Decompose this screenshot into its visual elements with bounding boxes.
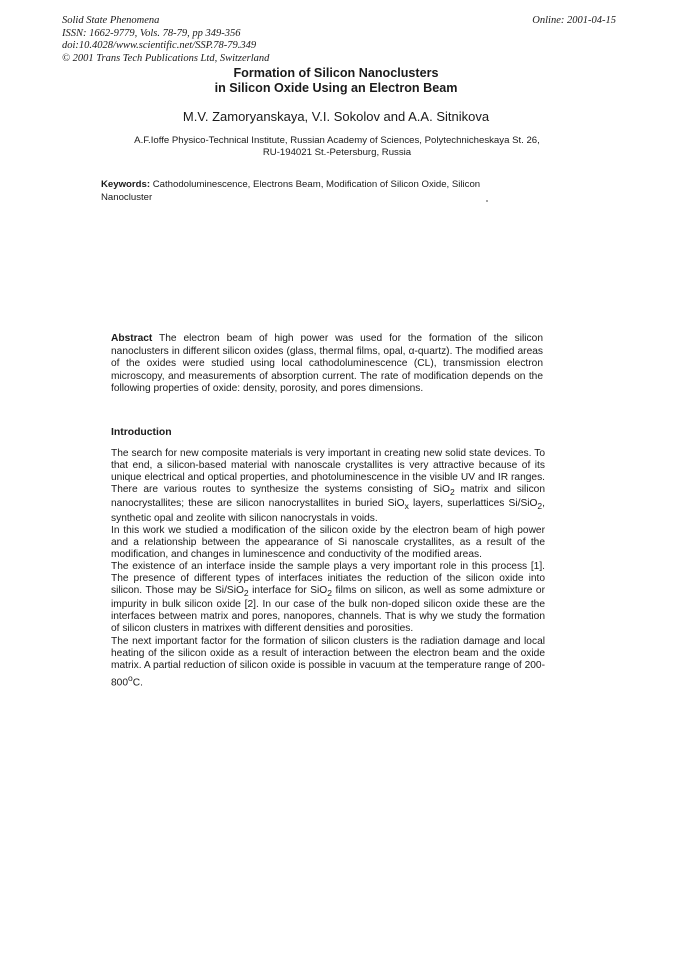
header-meta <box>62 15 269 65</box>
paper-title <box>90 66 582 96</box>
subscript: x <box>404 501 409 512</box>
paragraph-1-part-a: The search for new composite materials is very important in creating new solid state devices. To that end, a silicon-based material with nanoscale crystallites is very attractive because of its unique electrical and optical properties, and photoluminescence in the visible UV and IR ranges. There are various routes to synthesize the systems consisting of SiO <box>111 448 545 496</box>
introduction-body <box>111 448 545 689</box>
paragraph-4-part-a: The next important factor for the formation of silicon clusters is the radiation damage and local heating of the silicon oxide as a result of interaction between the electron beam and the oxide matrix. A partial reduction of silicon oxide is possible in vacuum at the temperature range of 200-800 <box>111 635 545 689</box>
abstract-label: Abstract <box>111 333 153 344</box>
paragraph-1 <box>111 448 545 525</box>
subscript: 2 <box>327 588 332 599</box>
online-date: Online: 2001-04-15 <box>532 15 616 26</box>
title-line-2: in Silicon Oxide Using an Electron Beam <box>214 81 458 95</box>
abstract <box>111 333 543 396</box>
copyright-line: © 2001 Trans Tech Publications Ltd, Switzerland <box>62 52 270 64</box>
paragraph-4-part-b: C. <box>132 677 143 689</box>
section-heading-introduction: Introduction <box>111 427 172 438</box>
superscript: o <box>128 672 133 683</box>
paragraph-1-part-d: , synthetic opal and zeolite with silicon nanocrystals in voids. <box>111 498 545 524</box>
journal-name: Solid State Phenomena <box>62 15 160 26</box>
paragraph-3-part-a: The existence of an interface inside the sample plays a very important role in this process [1]. The presence of different types of interfaces initiates the reduction of the silicon oxide into silicon. Those may be Si/SiO <box>111 560 545 597</box>
paragraph-1-part-b: matrix and silicon nanocrystallites; these are silicon nanocrystallites in buried SiO <box>111 484 546 510</box>
abstract-text: The electron beam of high power was used for the formation of the silicon nanoclusters in different silicon oxides (glass, thermal films, opal, α-quartz). The modified areas of the oxides were studied using local cathodoluminescence (CL), transmission electron microscopy, and measurements of absorption current. The rate of modification depends on the following properties of oxide: density, porosity, and pores dimensions. <box>111 333 543 395</box>
subscript: 2 <box>537 501 543 512</box>
keywords-label: Keywords: <box>101 179 151 190</box>
subscript: 2 <box>449 487 455 498</box>
paragraph-4 <box>111 636 545 690</box>
paragraph-3 <box>111 561 545 636</box>
keywords <box>101 178 521 204</box>
paragraph-2: In this work we studied a modification of the silicon oxide by the electron beam of high power and a relationship between the appearance of Si nanoscale crystallites, as a result of the modification, and changes in luminescence and conductivity of the modified areas. <box>111 524 545 560</box>
affiliation-line-2: RU-194021 St.-Petersburg, Russia <box>262 147 412 158</box>
authors: M.V. Zamoryanskaya, V.I. Sokolov and A.A. Sitnikova <box>182 109 490 124</box>
paragraph-1-part-c: layers, superlattices Si/SiO <box>408 498 538 510</box>
issn-line: ISSN: 1662-9779, Vols. 78-79, pp 349-356 <box>62 27 241 39</box>
title-line-1: Formation of Silicon Nanoclusters <box>233 66 439 80</box>
stray-dot <box>486 200 488 202</box>
keywords-text: Cathodoluminescence, Electrons Beam, Modification of Silicon Oxide, Silicon Nanocluster <box>101 179 481 203</box>
subscript: 2 <box>243 588 249 599</box>
affiliation-line-1: A.F.Ioffe Physico-Technical Institute, Russian Academy of Sciences, Polytechnicheskaya St. 26, <box>134 135 540 146</box>
doi-line: doi:10.4028/www.scientific.net/SSP.78-79.349 <box>62 40 257 51</box>
affiliation <box>92 135 582 159</box>
paragraph-3-part-c: films on silicon, as well as some admixture or impurity in bulk silicon oxide [2]. In our case of the bulk non-doped silicon oxide these are the interfaces between matrix and pores, nanopores, channels. That is why we study the formation of silicon clusters in matrixes with different densities and porosities. <box>111 585 545 635</box>
paragraph-3-part-b: interface for SiO <box>248 585 328 597</box>
